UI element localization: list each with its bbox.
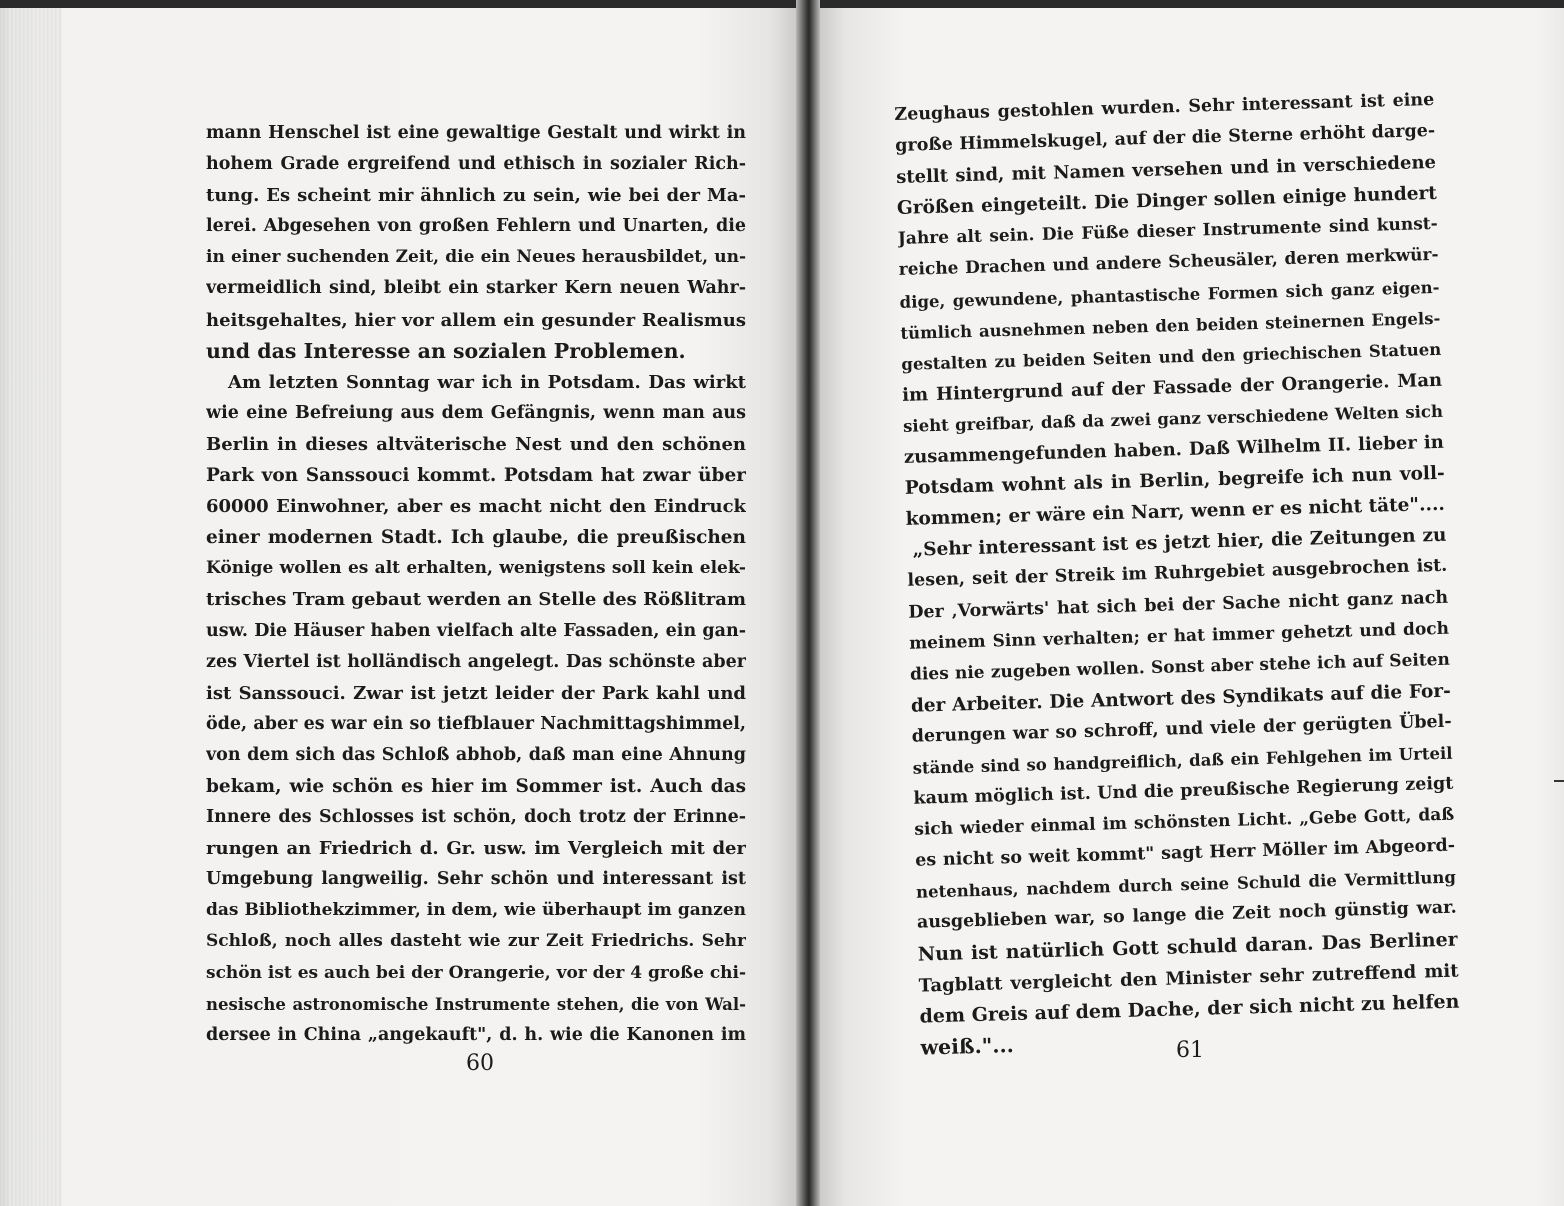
text-line: gestalten zu beiden Seiten und den griechischen Statuen — [901, 339, 1442, 374]
text-line: Zeughaus gestohlen wurden. Sehr interessant ist eine — [894, 89, 1435, 125]
text-line: Schloß, noch alles dasteht wie zur Zeit Friedrichs. Sehr — [206, 931, 746, 952]
text-line: Könige wollen es alt erhalten, wenigstens soll kein elek- — [206, 558, 746, 579]
text-line: Nun ist natürlich Gott schuld daran. Das Berliner — [917, 928, 1458, 966]
text-line: Am letzten Sonntag war ich in Potsdam. Das wirkt — [228, 371, 746, 393]
text-line: stellt sind, mit Namen versehen und in verschiedene — [895, 152, 1437, 189]
text-line: ist Sanssouci. Zwar ist jetzt leider der Park kahl und — [206, 682, 746, 704]
text-line: lerei. Abgesehen von großen Fehlern und Unarten, die — [206, 216, 746, 237]
text-line: zes Viertel ist holländisch angelegt. Das schönste aber — [206, 651, 746, 672]
text-line: dige, gewundene, phantastische Formen sich ganz eigen- — [899, 277, 1440, 312]
text-line: stände sind so handgreiflich, daß ein Fehlgehen im Urteil — [912, 743, 1453, 778]
text-line: usw. Die Häuser haben vielfach alte Fassaden, ein gan- — [206, 620, 746, 641]
text-line: dies nie zugeben wollen. Sonst aber stehe ich auf Seiten — [909, 649, 1451, 685]
page-edge-stack — [0, 8, 62, 1206]
right-page-number: 61 — [1176, 1038, 1204, 1063]
text-line: Berlin in dieses altväterische Nest und den schönen — [206, 433, 746, 455]
text-line: meinem Sinn verhalten; er hat immer gehetzt und doch — [908, 618, 1450, 654]
left-page-text — [206, 118, 746, 1051]
margin-mark — [1554, 780, 1564, 782]
text-line: Größen eingeteilt. Die Dinger sollen einige hundert — [896, 183, 1438, 220]
text-line: der Arbeiter. Die Antwort des Syndikats auf die For- — [910, 680, 1452, 717]
text-line: in einer suchenden Zeit, die ein Neues herausbildet, un- — [206, 247, 746, 268]
text-line: im Hintergrund auf der Fassade der Orangerie. Man — [901, 369, 1443, 406]
text-line: trisches Tram gebaut werden an Stelle des Rößlitram — [206, 589, 746, 611]
text-line: sich wieder einmal im schönsten Licht. „Gebe Gott, daß — [914, 804, 1455, 840]
text-line: kaum möglich ist. Und die preußische Regierung zeigt — [913, 773, 1454, 809]
text-line: mann Henschel ist eine gewaltige Gestalt und wirkt in — [206, 123, 746, 143]
left-page — [0, 8, 800, 1206]
text-line: zusammengefunden haben. Daß Wilhelm II. lieber in — [903, 431, 1445, 468]
text-line: vermeidlich sind, bleibt ein starker Kern neuen Wahr- — [206, 278, 746, 299]
text-line: derungen war so schroff, und viele der gerügten Übel- — [911, 711, 1452, 747]
text-line: ausgeblieben war, so lange die Zeit noch günstig war. — [916, 898, 1458, 934]
text-line: bekam, wie schön es hier im Sommer ist. Auch das — [206, 775, 746, 797]
text-line: weiß."... — [920, 1032, 1015, 1060]
text-line: das Bibliothekzimmer, in dem, wie überhaupt im ganzen — [206, 900, 746, 921]
text-line: reiche Drachen und andere Scheusäler, deren merkwür- — [898, 245, 1439, 281]
text-line: große Himmelskugel, auf der die Sterne erhöht darge- — [895, 121, 1436, 157]
text-line: nesische astronomische Instrumente stehen, die von Wal- — [206, 994, 746, 1014]
text-line: öde, aber es war ein so tiefblauer Nachmittagshimmel, — [206, 713, 746, 734]
text-line: Umgebung langweilig. Sehr schön und interessant ist — [206, 869, 746, 890]
text-line: Tagblatt vergleicht den Minister sehr zutreffend mit — [918, 960, 1459, 997]
right-page — [816, 8, 1564, 1206]
text-line: netenhaus, nachdem durch seine Schuld die Vermittlung — [915, 867, 1457, 903]
left-page-number: 60 — [466, 1051, 494, 1076]
text-line: heitsgehaltes, hier vor allem ein gesunder Realismus — [206, 309, 746, 331]
text-line: Park von Sanssouci kommt. Potsdam hat zwar über — [206, 465, 746, 487]
text-line: rungen an Friedrich d. Gr. usw. im Vergleich mit der — [206, 838, 746, 860]
text-line: schön ist es auch bei der Orangerie, vor der 4 große chi- — [206, 962, 746, 983]
text-line: tümlich ausnehmen neben den beiden steinernen Engels- — [900, 308, 1441, 343]
text-line: tung. Es scheint mir ähnlich zu sein, wie bei der Ma- — [206, 185, 746, 207]
book-gutter — [796, 0, 820, 1206]
text-line: sieht greifbar, daß da zwei ganz verschiedene Welten sich — [902, 401, 1444, 436]
text-line: es nicht so weit kommt" sagt Herr Möller im Abgeord- — [914, 835, 1456, 871]
text-line: Innere des Schlosses ist schön, doch trotz der Erinne- — [206, 807, 746, 828]
text-line: von dem sich das Schloß abhob, daß man eine Ahnung — [206, 744, 746, 765]
text-line: Jahre alt sein. Die Füße dieser Instrumente sind kunst- — [897, 214, 1438, 250]
text-line: lesen, seit der Streik im Ruhrgebiet ausgebrochen ist. — [907, 556, 1448, 592]
text-line: Der ‚Vorwärts' hat sich bei der Sache nicht ganz nach — [908, 587, 1449, 623]
text-line: kommen; er wäre ein Narr, wenn er es nicht täte".... — [905, 494, 1446, 531]
text-line: dem Greis auf dem Dache, der sich nicht zu helfen — [919, 990, 1460, 1028]
text-line: 60000 Einwohner, aber es macht nicht den Eindruck — [206, 496, 746, 518]
text-line: Potsdam wohnt als in Berlin, begreife ich nun voll- — [904, 462, 1445, 499]
text-line: einer modernen Stadt. Ich glaube, die preußischen — [206, 527, 746, 549]
right-page-text — [894, 85, 1461, 1064]
text-line: hohem Grade ergreifend und ethisch in sozialer Rich- — [206, 154, 746, 175]
text-line: „Sehr interessant ist es jetzt hier, die Zeitungen zu — [912, 525, 1447, 561]
text-line: dersee in China „angekauft", d. h. wie die Kanonen im — [206, 1024, 746, 1045]
text-line: wie eine Befreiung aus dem Gefängnis, wenn man aus — [206, 402, 746, 423]
text-line: und das Interesse an sozialen Problemen. — [206, 338, 686, 363]
